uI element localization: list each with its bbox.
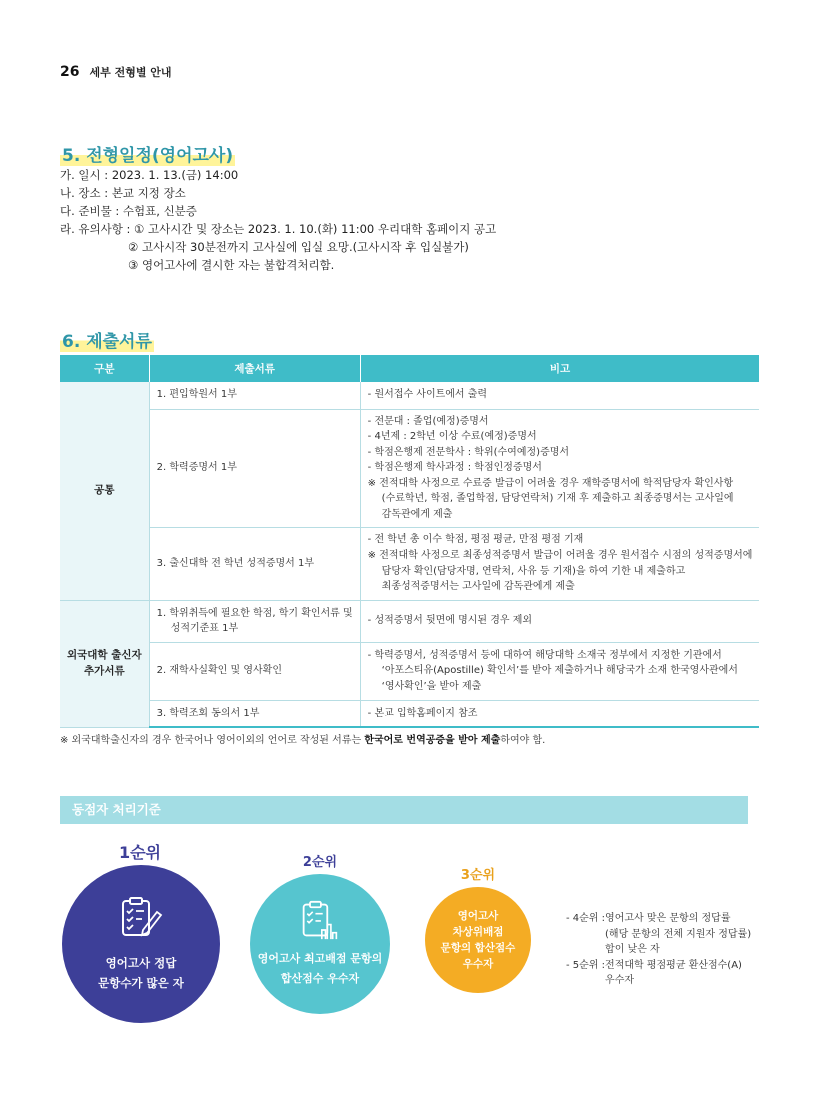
note-line: 담당자 확인(담당자명, 연락처, 사유 등 기재)을 하여 기한 내 제출하고 bbox=[381, 565, 686, 577]
category-foreign-line2: 추가서류 bbox=[84, 664, 125, 677]
note-line: - 전 학년 총 이수 학점, 평점 평균, 만점 평점 기재 bbox=[367, 534, 584, 546]
rank-3-label: 3순위 bbox=[460, 868, 496, 883]
category-foreign bbox=[60, 600, 149, 727]
note-line: - 4년제 : 2학년 이상 수료(예정)증명서 bbox=[367, 431, 537, 443]
header-category: 구분 bbox=[60, 355, 149, 382]
note-line: - 원서접수 사이트에서 출력 bbox=[367, 389, 488, 401]
doc-cell bbox=[149, 600, 360, 642]
rank-1-circle bbox=[62, 865, 220, 1023]
note-line: ※ 전적대학 사정으로 수료증 발급이 어려울 경우 재학증명서에 학적담당자 확인사항 bbox=[367, 477, 734, 489]
doc-line: 성적기준표 1부 bbox=[170, 623, 239, 635]
table-row bbox=[60, 700, 759, 727]
rank-2-text-line2: 합산점수 우수자 bbox=[280, 972, 360, 985]
table-footnote bbox=[60, 731, 545, 746]
note-line: (수료학년, 학점, 졸업학점, 담당연락처) 기재 후 제출하고 최종증명서는 고사일에 bbox=[381, 493, 734, 505]
note-cell bbox=[360, 642, 759, 700]
note-line: - 성적증명서 뒷면에 명시된 경우 제외 bbox=[367, 615, 533, 627]
extra-rank-5-line: 전적대학 평점평균 환산점수(A) bbox=[605, 959, 742, 971]
info-subline-2: ② 고사시작 30분전까지 고사실에 입실 요망.(고사시작 후 입실불가) bbox=[128, 240, 469, 254]
header-title: 세부 전형별 안내 bbox=[89, 66, 172, 79]
note-line: 감독관에게 제출 bbox=[381, 509, 453, 521]
exam-schedule-info bbox=[60, 166, 496, 274]
extra-rank-4-label: - 4순위 : bbox=[566, 913, 606, 924]
note-line: ‘영사확인’을 받아 제출 bbox=[381, 680, 482, 692]
table-row bbox=[60, 642, 759, 700]
extra-rank-5-line: 우수자 bbox=[605, 975, 635, 987]
extra-rank-4-line: (해당 문항의 전체 지원자 정답률) bbox=[605, 928, 752, 940]
doc-cell: 2. 학력증명서 1부 bbox=[149, 409, 360, 527]
note-line: - 본교 입학홈페이지 참조 bbox=[367, 707, 478, 719]
note-line: ‘아포스티유(Apostille) 확인서’를 받아 제출하거나 해당국가 소재 한국영사관에서 bbox=[381, 665, 738, 677]
doc-cell: 3. 출신대학 전 학년 성적증명서 1부 bbox=[149, 527, 360, 600]
table-row bbox=[60, 527, 759, 600]
note-line: - 학점은행제 전문학사 : 학위(수여예정)증명서 bbox=[367, 446, 570, 458]
doc-line: 1. 학위취득에 필요한 학점, 학기 확인서류 및 bbox=[156, 607, 353, 619]
category-common: 공통 bbox=[60, 382, 149, 600]
footnote-text-bold: 한국어로 번역공증을 받아 제출 bbox=[364, 735, 501, 746]
rank-1-label: 1순위 bbox=[118, 843, 162, 862]
extra-ranks-list bbox=[566, 911, 751, 989]
footnote-text-post: 하여야 함. bbox=[500, 735, 546, 746]
doc-cell: 2. 재학사실확인 및 영사확인 bbox=[149, 642, 360, 700]
section-5-title: 5. 전형일정(영어고사) bbox=[60, 141, 235, 166]
note-cell bbox=[360, 409, 759, 527]
section-6-title: 6. 제출서류 bbox=[60, 327, 154, 352]
header-remarks: 비고 bbox=[360, 355, 759, 382]
extra-rank-4-line: 영어고사 맞은 문항의 정답률 bbox=[605, 913, 731, 924]
info-line-items: 다. 준비물 : 수험표, 신분증 bbox=[60, 204, 197, 218]
doc-cell: 3. 학력조회 동의서 1부 bbox=[149, 700, 360, 727]
table-row bbox=[60, 600, 759, 642]
info-line-date: 가. 일시 : 2023. 1. 13.(금) 14:00 bbox=[60, 168, 239, 182]
rank-3-text-line3: 문항의 합산점수 bbox=[440, 942, 516, 954]
note-line: 최종성적증명서는 고사일에 감독관에게 제출 bbox=[381, 581, 575, 593]
extra-rank-4 bbox=[566, 911, 751, 958]
table-header-row bbox=[60, 355, 759, 382]
extra-rank-4-line: 합이 낮은 자 bbox=[605, 944, 660, 956]
extra-rank-5-label: - 5순위 : bbox=[566, 959, 606, 971]
table-row bbox=[60, 409, 759, 527]
footnote-text-pre: ※ 외국대학출신자의 경우 한국어나 영어이외의 언어로 작성된 서류는 bbox=[60, 735, 365, 746]
document-check-chart-icon bbox=[300, 899, 340, 941]
rank-2-label: 2순위 bbox=[302, 855, 338, 870]
document-check-pen-icon bbox=[119, 895, 163, 941]
note-cell bbox=[360, 600, 759, 642]
note-line: - 학점은행제 학사과정 : 학점인정증명서 bbox=[367, 462, 542, 474]
header-documents: 제출서류 bbox=[149, 355, 360, 382]
note-line: - 학력증명서, 성적증명서 등에 대하여 해당대학 소재국 정부에서 지정한 기관에서 bbox=[367, 649, 722, 661]
extra-rank-5 bbox=[566, 958, 751, 989]
note-cell bbox=[360, 382, 759, 409]
note-line: - 전문대 : 졸업(예정)증명서 bbox=[367, 415, 489, 427]
note-cell bbox=[360, 700, 759, 727]
tiebreak-title-bar: 동점자 처리기준 bbox=[60, 796, 748, 824]
rank-3-text-line2: 차상위배점 bbox=[452, 926, 504, 938]
rank-3-circle bbox=[425, 887, 531, 993]
category-foreign-line1: 외국대학 출신자 bbox=[67, 649, 142, 662]
rank-1-text-line2: 문항수가 많은 자 bbox=[98, 976, 184, 990]
rank-3-text-line1: 영어고사 bbox=[457, 910, 499, 922]
info-line-place: 나. 장소 : 본교 지정 장소 bbox=[60, 186, 186, 200]
documents-table bbox=[60, 355, 759, 728]
extra-rank-4-desc bbox=[605, 911, 751, 958]
extra-rank-5-desc bbox=[605, 958, 742, 989]
note-cell bbox=[360, 527, 759, 600]
rank-2-text-line1: 영어고사 최고배점 문항의 bbox=[257, 952, 383, 965]
info-subline-3: ③ 영어고사에 결시한 자는 불합격처리함. bbox=[128, 258, 335, 272]
page-header bbox=[60, 64, 172, 80]
rank-2-circle bbox=[250, 874, 390, 1014]
note-line: ※ 전적대학 사정으로 최종성적증명서 발급이 어려울 경우 원서접수 시점의 성적증명서에 bbox=[367, 550, 753, 562]
rank-3-text-line4: 우수자 bbox=[462, 958, 494, 970]
table-row bbox=[60, 382, 759, 409]
doc-cell: 1. 편입학원서 1부 bbox=[149, 382, 360, 409]
page-number: 26 bbox=[60, 64, 80, 80]
rank-1-text-line1: 영어고사 정답 bbox=[105, 956, 177, 970]
info-line-notice: 라. 유의사항 : ① 고사시간 및 장소는 2023. 1. 10.(화) 11:00 우리대학 홈페이지 공고 bbox=[60, 222, 497, 236]
